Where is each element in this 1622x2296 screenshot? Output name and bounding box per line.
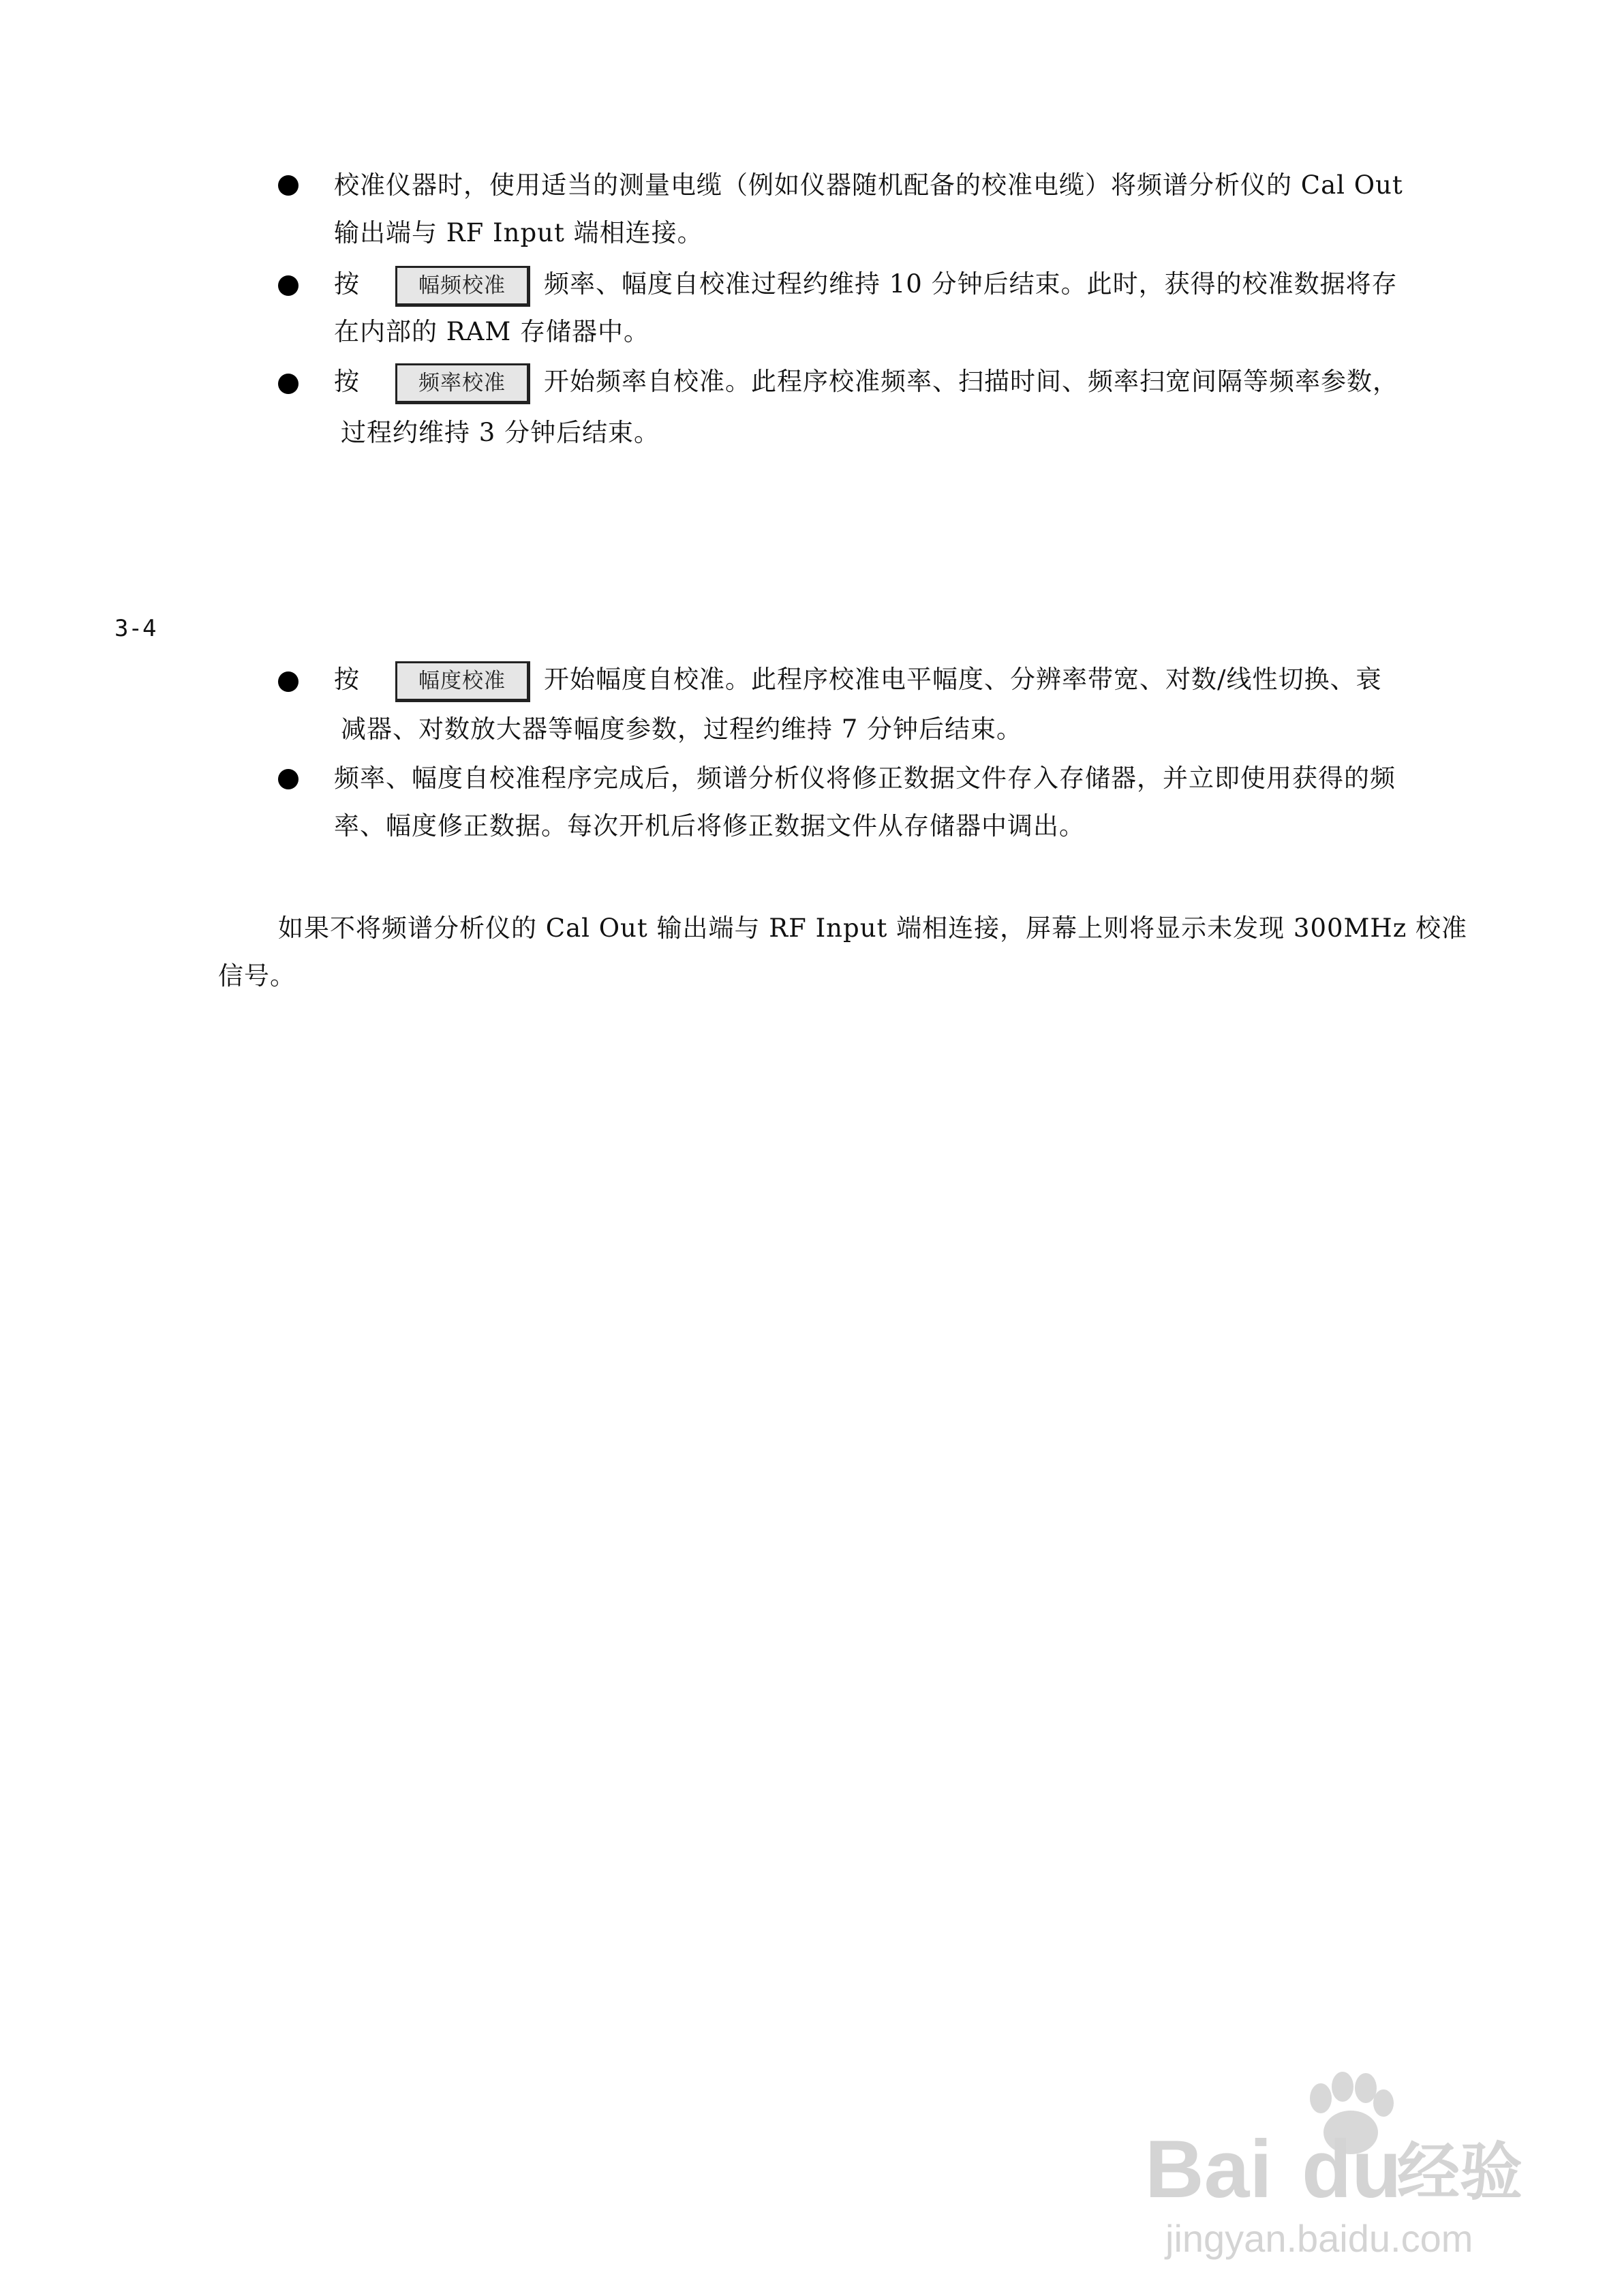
bullet-dot bbox=[278, 769, 299, 789]
bullet-2-line-2: 在内部的 RAM 存储器中。 bbox=[334, 317, 649, 346]
amplitude-frequency-calibration-key[interactable]: 幅频校准 bbox=[395, 266, 530, 307]
bullet-3-text: 开始频率自校准。此程序校准频率、扫描时间、频率扫宽间隔等频率参数， bbox=[544, 367, 1398, 396]
press-label: 按 bbox=[334, 269, 360, 299]
watermark-brand-du: du bbox=[1302, 2124, 1402, 2215]
bullet-dot bbox=[278, 275, 299, 296]
bullet-2-text: 频率、幅度自校准过程约维持 10 分钟后结束。此时，获得的校准数据将存 bbox=[544, 269, 1398, 299]
note-paragraph-line-2: 信号。 bbox=[218, 961, 296, 991]
paw-logo-icon bbox=[1138, 2061, 1533, 2265]
bullet-1-line-1: 校准仪器时，使用适当的测量电缆（例如仪器随机配备的校准电缆）将频谱分析仪的 Cal Out bbox=[334, 170, 1403, 200]
press-label: 按 bbox=[334, 665, 360, 694]
amplitude-calibration-key[interactable]: 幅度校准 bbox=[395, 661, 530, 702]
bullet-dot bbox=[278, 671, 299, 692]
page-number: 3-4 bbox=[114, 615, 157, 642]
bullet-5-line-1: 频率、幅度自校准程序完成后，频谱分析仪将修正数据文件存入存储器，并立即使用获得的频 bbox=[334, 764, 1396, 793]
note-paragraph-line-1: 如果不将频谱分析仪的 Cal Out 输出端与 RF Input 端相连接，屏幕上则将显示未发现 300MHz 校准 bbox=[278, 913, 1467, 943]
bullet-5-line-2: 率、幅度修正数据。每次开机后将修正数据文件从存储器中调出。 bbox=[334, 811, 1085, 841]
frequency-calibration-key[interactable]: 频率校准 bbox=[395, 363, 530, 404]
bullet-4-text: 开始幅度自校准。此程序校准电平幅度、分辨率带宽、对数/线性切换、衰 bbox=[544, 665, 1382, 694]
bullet-2-line-1 bbox=[334, 264, 1398, 307]
bullet-dot bbox=[278, 374, 299, 394]
watermark-cn: 经验 bbox=[1397, 2136, 1523, 2209]
watermark-url: jingyan.baidu.com bbox=[1165, 2217, 1473, 2260]
baidu-jingyan-watermark bbox=[1138, 2061, 1533, 2265]
bullet-4-line-2: 减器、对数放大器等幅度参数，过程约维持 7 分钟后结束。 bbox=[341, 714, 1023, 744]
watermark-brand: Bai bbox=[1145, 2124, 1272, 2215]
bullet-4-line-1 bbox=[334, 659, 1381, 702]
bullet-3-line-2: 过程约维持 3 分钟后结束。 bbox=[341, 418, 660, 447]
bullet-3-line-1 bbox=[334, 361, 1398, 404]
bullet-1-line-2: 输出端与 RF Input 端相连接。 bbox=[334, 218, 703, 247]
press-label: 按 bbox=[334, 367, 360, 396]
bullet-dot bbox=[278, 175, 299, 196]
